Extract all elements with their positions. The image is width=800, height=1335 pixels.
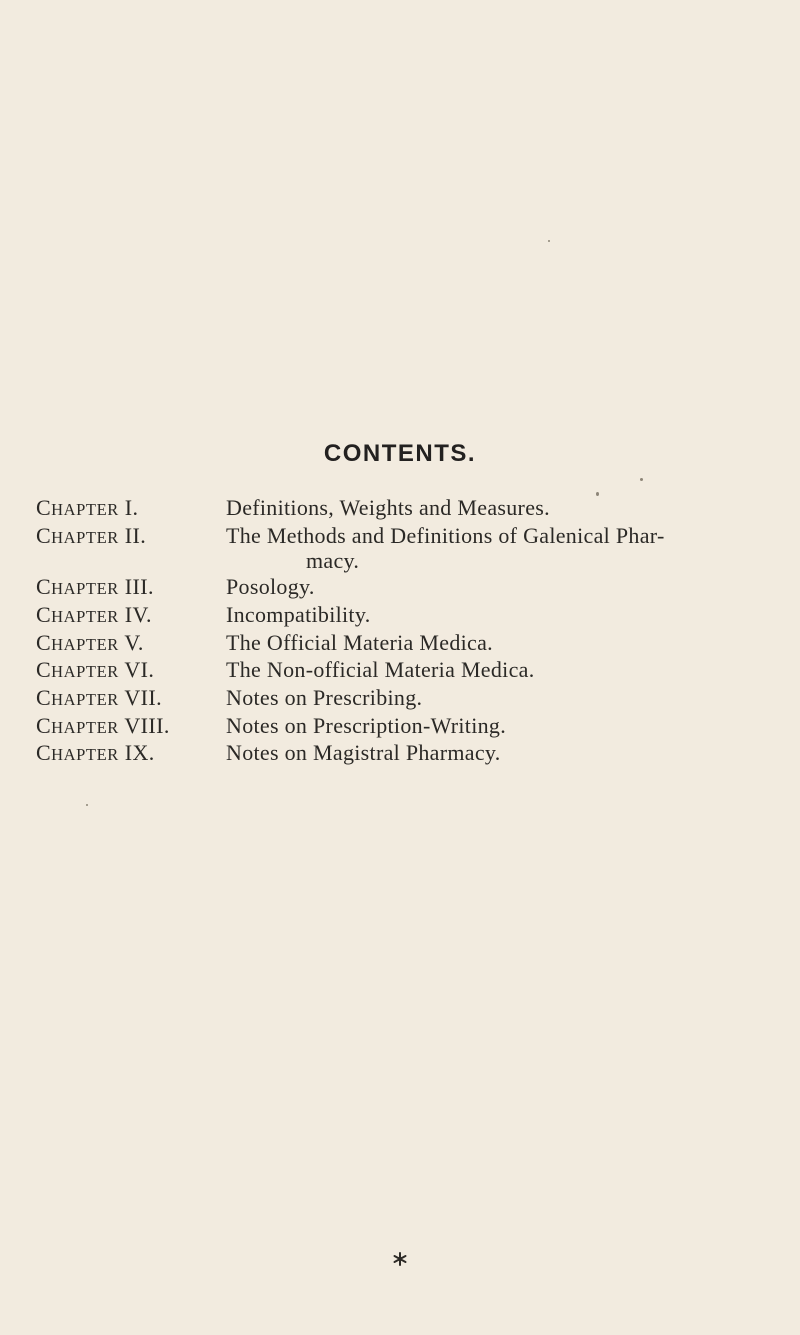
chapter-title-continuation: macy. (306, 548, 360, 574)
chapter-label: CHAPTER VIII. (36, 712, 170, 738)
chapter-numeral: V. (124, 629, 144, 655)
chapter-title: Posology. (226, 574, 315, 600)
chapter-title: The Official Materia Medica. (226, 629, 493, 655)
chapter-label: CHAPTER III. (36, 574, 154, 600)
paper-speck (86, 804, 88, 806)
toc-row (36, 523, 776, 574)
toc-row (36, 713, 776, 741)
chapter-label: CHAPTER VII. (36, 684, 163, 710)
chapter-numeral: III. (124, 574, 154, 600)
paper-speck (548, 240, 550, 242)
chapter-numeral: I. (124, 495, 139, 520)
table-of-contents (36, 495, 776, 768)
chapter-label: CHAPTER IX. (36, 740, 155, 766)
chapter-numeral: II. (124, 522, 147, 548)
chapter-title: The Non-official Materia Medica. (226, 657, 535, 683)
toc-row (36, 602, 776, 630)
chapter-numeral: IX. (124, 740, 155, 766)
chapter-numeral: VII. (124, 684, 163, 710)
contents-heading: CONTENTS. (323, 440, 477, 467)
toc-row (36, 685, 776, 713)
toc-row (36, 574, 776, 602)
chapter-title: The Methods and Definitions of Galenical Phar- macy. (226, 523, 776, 574)
toc-row (36, 495, 776, 523)
chapter-title: Notes on Prescribing. (226, 684, 423, 710)
chapter-title: Notes on Prescription-Writing. (226, 712, 507, 738)
paper-speck (640, 478, 643, 481)
chapter-title: Incompatibility. (226, 601, 371, 627)
chapter-numeral: VI. (124, 657, 155, 683)
chapter-label: CHAPTER I. (36, 495, 139, 520)
chapter-label: CHAPTER V. (36, 629, 144, 655)
toc-row (36, 657, 776, 685)
chapter-label: CHAPTER II. (36, 522, 147, 548)
asterisk-ornament-icon (391, 1250, 409, 1268)
chapter-numeral: IV. (124, 601, 152, 627)
toc-row (36, 630, 776, 658)
chapter-numeral: VIII. (124, 712, 170, 738)
chapter-title: Notes on Magistral Pharmacy. (226, 740, 501, 766)
chapter-label: CHAPTER IV. (36, 601, 152, 627)
paper-speck (596, 492, 599, 496)
chapter-label: CHAPTER VI. (36, 657, 155, 683)
chapter-title: Definitions, Weights and Measures. (226, 495, 550, 520)
toc-row (36, 740, 776, 768)
